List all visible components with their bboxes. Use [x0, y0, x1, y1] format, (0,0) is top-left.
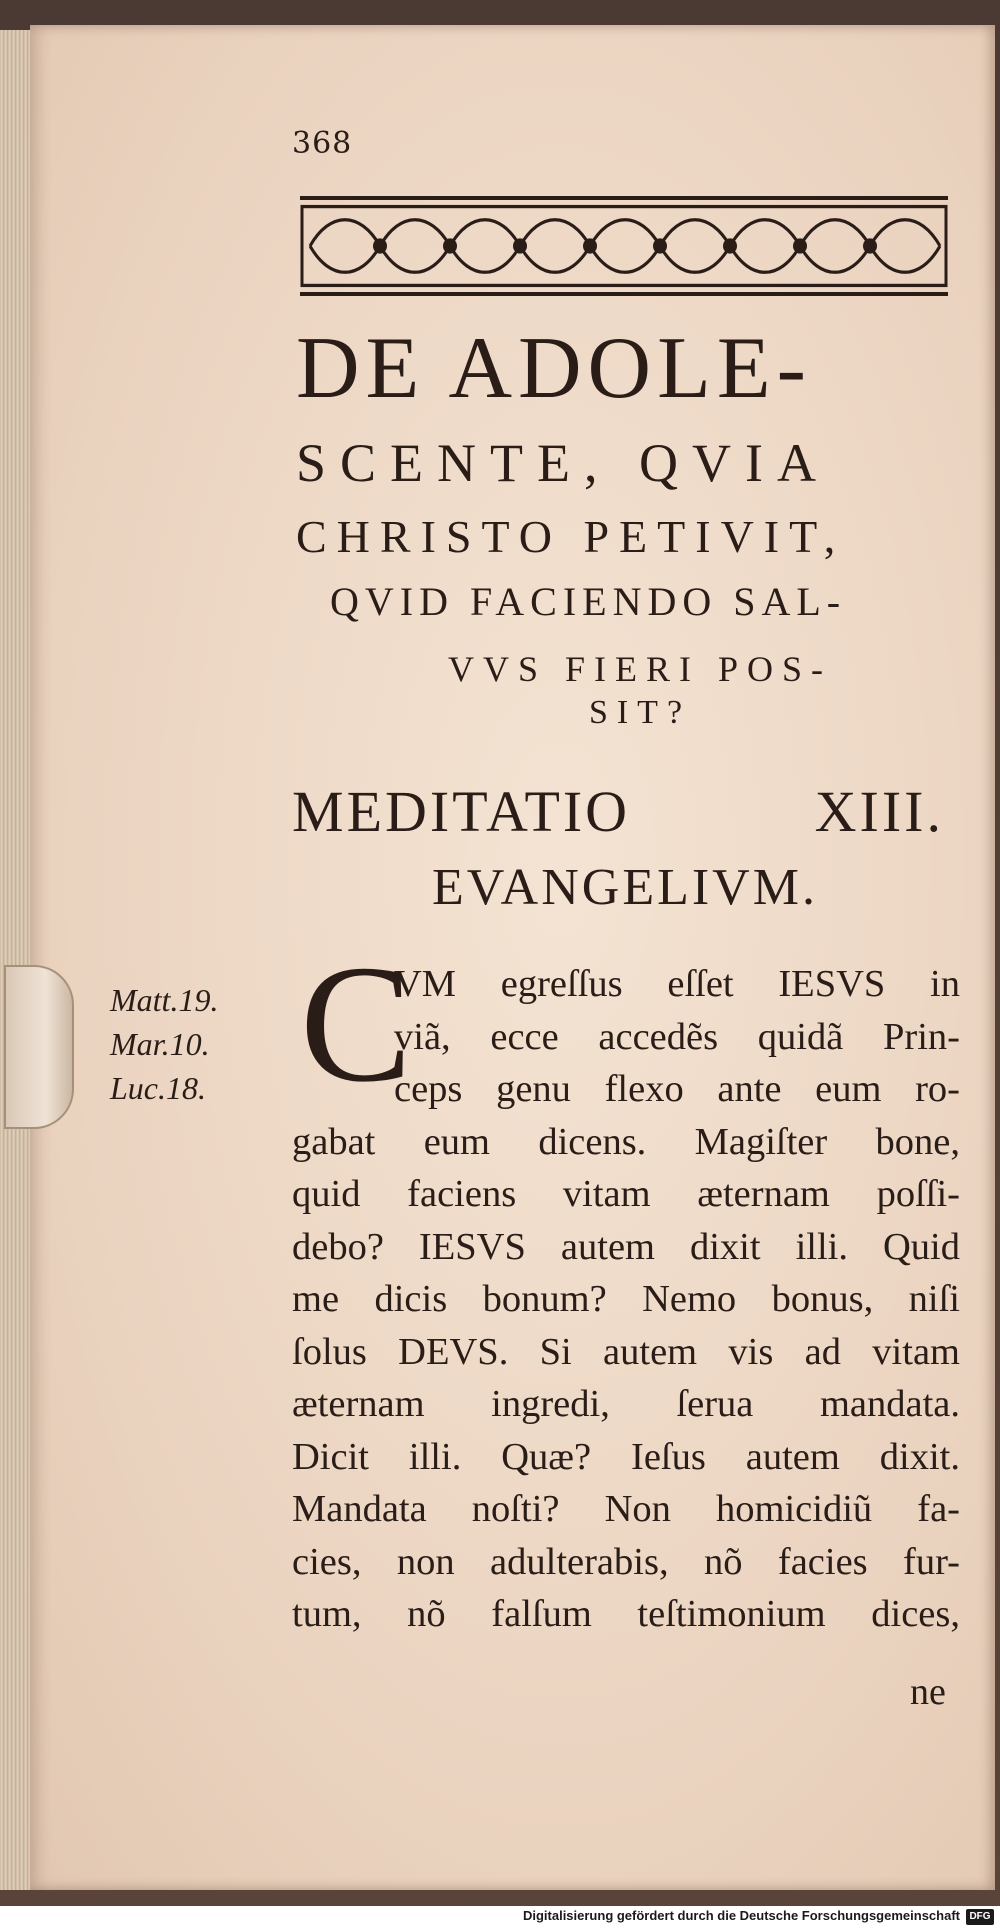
page-number: 368	[292, 126, 353, 161]
title-line-4: QVID FACIENDO SAL-	[330, 579, 847, 624]
catchword: ne	[910, 1671, 946, 1713]
title-line-2: SCENTE, QVIA	[296, 433, 830, 493]
marginal-references	[110, 978, 270, 1110]
meditatio-number: XIII.	[814, 779, 944, 844]
title-line-6: SIT?	[588, 694, 692, 731]
body-line: debo? IESVS autem dixit illi. Quid	[292, 1225, 960, 1268]
body-line: viã, ecce accedẽs quidã Prin-	[394, 1015, 960, 1058]
meditatio-heading	[292, 778, 962, 845]
body-line: gabat eum dicens. Magiſter bone,	[292, 1120, 960, 1163]
body-line: Dicit illi. Quæ? Ieſus autem dixit.	[292, 1435, 960, 1478]
book-clasp	[4, 965, 74, 1129]
body-line: me dicis bonum? Nemo bonus, niſi	[292, 1278, 960, 1320]
digitization-footer	[0, 1906, 1000, 1929]
body-line: ſolus DEVS. Si autem vis ad vitam	[292, 1330, 960, 1373]
title-line-1: DE ADOLE-	[296, 320, 812, 417]
body-line: Mandata noſti? Non homicidiũ fa-	[292, 1488, 960, 1530]
body-line: æternam ingredi, ſerua mandata.	[292, 1383, 960, 1425]
margin-ref-matthew: Matt.19.	[110, 982, 219, 1018]
body-line: ceps genu flexo ante eum ro-	[394, 1068, 960, 1110]
body-line: VM egreſſus eſſet IESVS in	[394, 963, 960, 1005]
body-line: quid faciens vitam æternam poſſi-	[292, 1173, 960, 1215]
margin-ref-mark: Mar.10.	[110, 1026, 210, 1062]
body-text	[292, 958, 960, 1641]
body-line: cies, non adulterabis, nõ facies fur-	[292, 1540, 960, 1583]
ornamental-header-band	[300, 196, 948, 296]
meditatio-label: MEDITATIO	[292, 779, 631, 844]
drop-cap: C	[300, 931, 413, 1117]
title-line-3: CHRISTO PETIVIT,	[296, 511, 846, 562]
dfg-logo-icon: DFG	[966, 1909, 994, 1925]
margin-ref-luke: Luc.18.	[110, 1070, 206, 1106]
title-line-5: VVS FIERI POS-	[447, 649, 833, 689]
evangelium-subtitle: EVANGELIVM.	[432, 859, 818, 916]
footer-credit: Digitalisierung gefördert durch die Deutsche Forschungsgemeinschaft	[522, 1908, 960, 1923]
body-line: tum, nõ falſum teſtimonium dices,	[292, 1593, 960, 1635]
